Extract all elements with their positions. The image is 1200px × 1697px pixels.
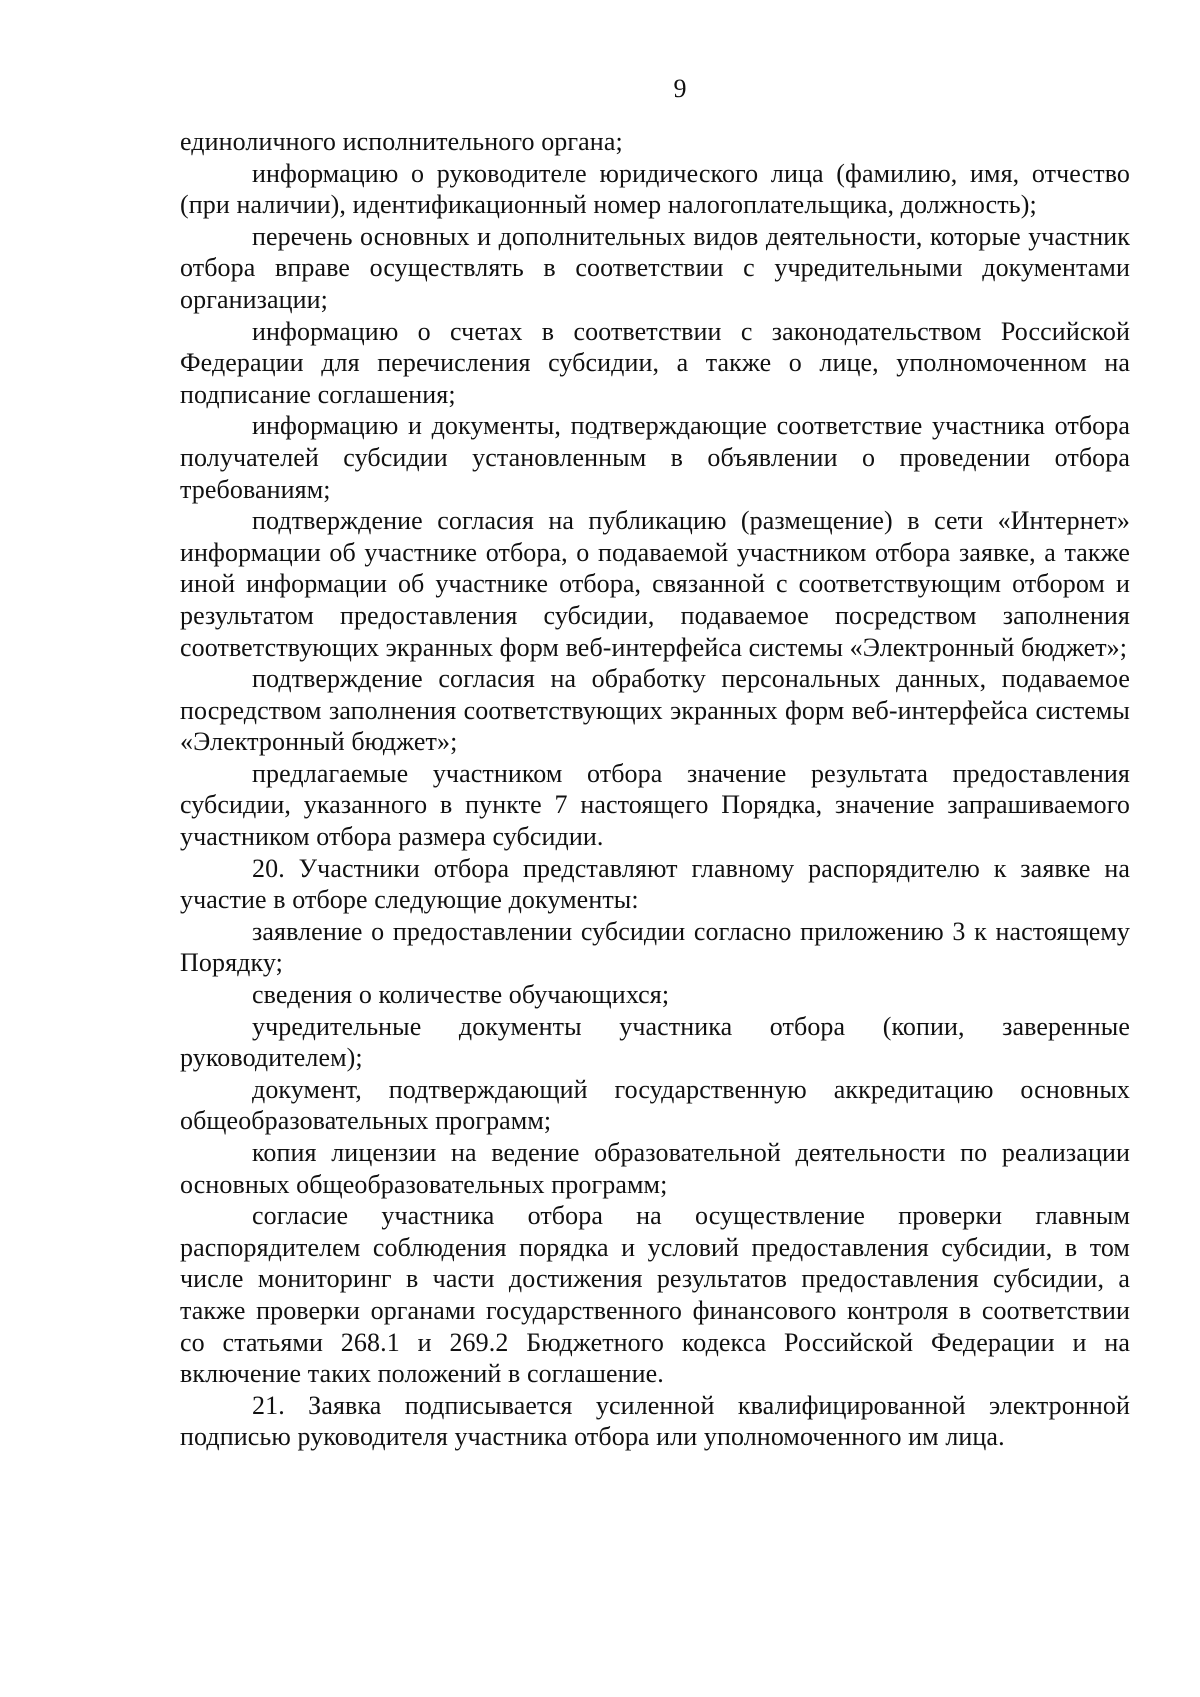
paragraph-activities-list: перечень основных и дополнительных видов деятельности, которые участник отбора вправе осуществлять в соответствии с учредительными документами организации;: [180, 221, 1130, 314]
page-number: 9: [673, 74, 687, 103]
paragraph-clause-21: 21. Заявка подписывается усиленной квалифицированной электронной подписью руководителя участника отбора или уполномоченного им лица.: [180, 1390, 1130, 1452]
paragraph-executive-body: единоличного исполнительного органа;: [180, 127, 623, 156]
paragraph-compliance-documents: информацию и документы, подтверждающие соответствие участника отбора получателей субсидии установленным в объявлении о проведении отбора требованиям;: [180, 411, 1130, 504]
paragraph-accreditation-document: документ, подтверждающий государственную аккредитацию основных общеобразовательных программ;: [180, 1074, 1130, 1136]
paragraph-accounts-info: информацию о счетах в соответствии с законодательством Российской Федерации для перечисления субсидии, а также о лице, уполномоченном на подписание соглашения;: [180, 316, 1130, 409]
paragraph-inspection-consent: согласие участника отбора на осуществление проверки главным распорядителем соблюдения порядка и условий предоставления субсидии, в том числе мониторинг в части достижения результатов предоставления субсидии, а также проверки органами государственного финансового контроля в соответствии со статьями 268.1 и 269.2 Бюджетного кодекса Российской Федерации и на включение таких положений в соглашение.: [180, 1201, 1130, 1389]
document-body: [180, 126, 1130, 1453]
paragraph-founding-documents: учредительные документы участника отбора (копии, заверенные руководителем);: [180, 1011, 1130, 1073]
paragraph-result-value: предлагаемые участником отбора значение результата предоставления субсидии, указанного в пункте 7 настоящего Порядка, значение запрашиваемого участником отбора размера субсидии.: [180, 758, 1130, 852]
paragraph-application-statement: заявление о предоставлении субсидии согласно приложению 3 к настоящему Порядку;: [180, 916, 1130, 978]
paragraph-publication-consent: подтверждение согласия на публикацию (размещение) в сети «Интернет» информации об участнике отбора, о подаваемой участником отбора заявке, а также иной информации об участнике отбора, связанной с соответствующим отбором и результатом предоставления субсидии, подаваемое посредством заполнения соответствующих экранных форм веб-интерфейса системы «Электронный бюджет»;: [180, 506, 1130, 662]
paragraph-head-info: информацию о руководителе юридического лица (фамилию, имя, отчество (при наличии), идентификационный номер налогоплательщика, должность);: [180, 158, 1130, 220]
paragraph-license-copy: копия лицензии на ведение образовательной деятельности по реализации основных общеобразовательных программ;: [180, 1138, 1130, 1199]
paragraph-clause-20: 20. Участники отбора представляют главному распорядителю к заявке на участие в отборе следующие документы:: [180, 853, 1130, 915]
paragraph-personal-data-consent: подтверждение согласия на обработку персональных данных, подаваемое посредством заполнения соответствующих экранных форм веб-интерфейса системы «Электронный бюджет»;: [180, 664, 1130, 757]
paragraph-students-count: сведения о количестве обучающихся;: [252, 980, 670, 1010]
